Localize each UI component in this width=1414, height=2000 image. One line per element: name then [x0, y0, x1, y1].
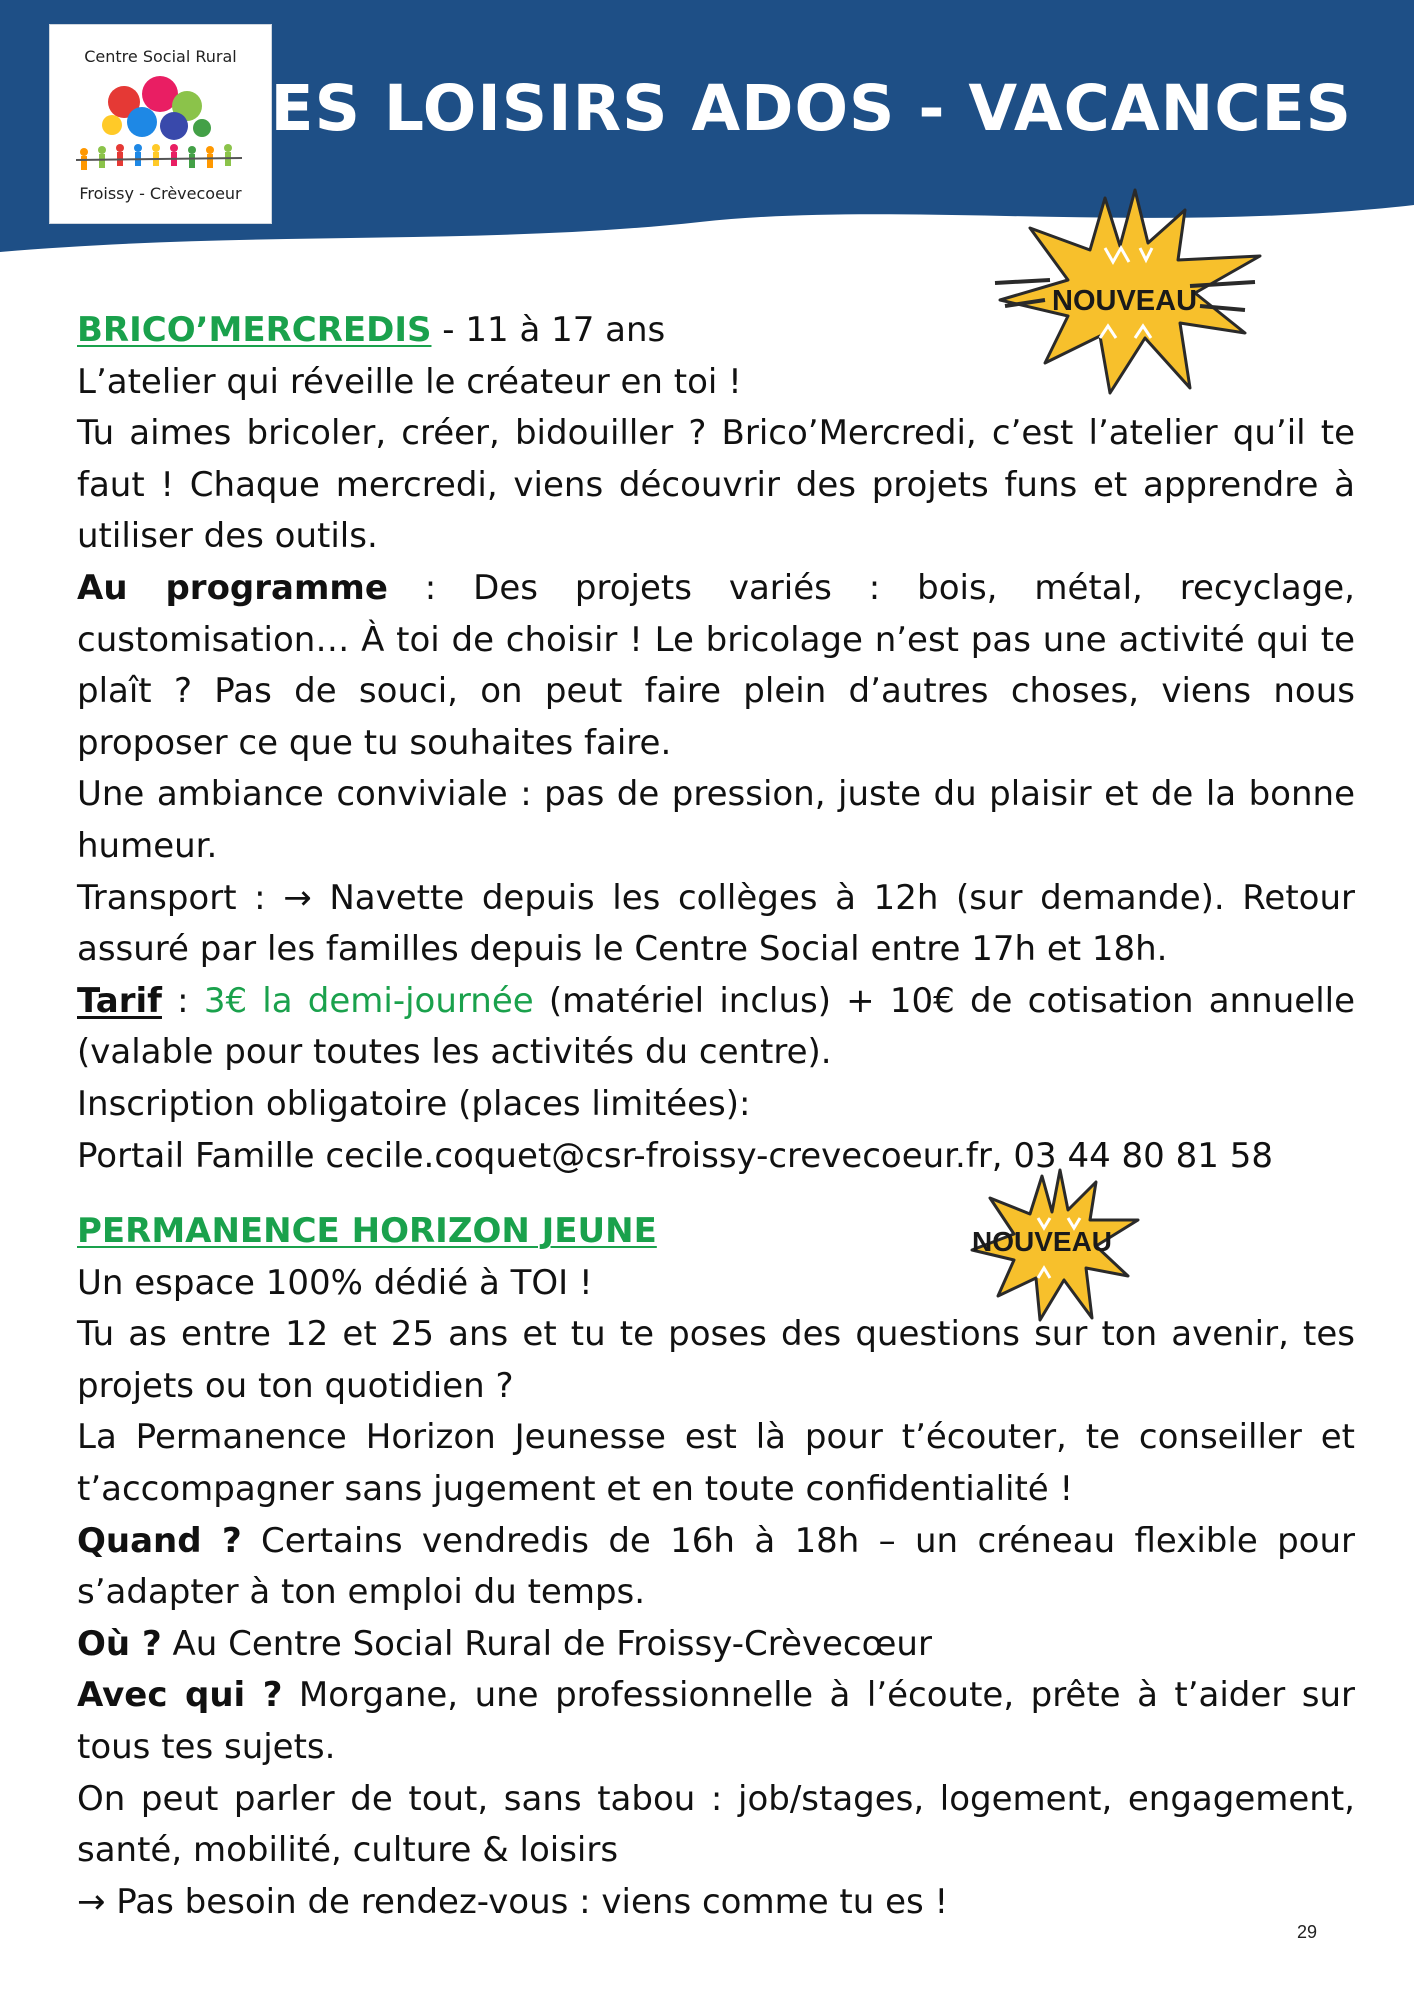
where-label: Où ?	[77, 1623, 162, 1664]
age-range: - 11 à 17 ans	[431, 310, 666, 350]
section-permanence-horizon	[77, 1206, 1355, 1928]
horizon-with-whom	[77, 1670, 1355, 1773]
new-badge-label: NOUVEAU	[972, 1226, 1113, 1257]
brico-registration: Inscription obligatoire (places limitées):	[77, 1083, 751, 1124]
when-label: Quand ?	[77, 1520, 242, 1561]
brico-contact: Portail Famille cecile.coquet@csr-froissy-crevecoeur.fr, 03 44 80 81 58	[77, 1135, 1273, 1176]
brico-heading-line	[77, 305, 1355, 357]
horizon-topics: On peut parler de tout, sans tabou : job/stages, logement, engagement, santé, mobilité, culture & loisirs	[77, 1778, 1355, 1871]
horizon-description: La Permanence Horizon Jeunesse est là pour t’écouter, te conseiller et t’accompagner sans jugement et en toute confidentialité !	[77, 1417, 1355, 1510]
with-whom-text: Morgane, une professionnelle à l’écoute, prête à t’aider sur tous tes sujets.	[77, 1675, 1356, 1768]
program-label: Au programme	[77, 567, 388, 608]
tarif-label: Tarif	[77, 980, 162, 1021]
brico-transport: Transport : → Navette depuis les collèges à 12h (sur demande). Retour assuré par les familles depuis le Centre Social entre 17h et 18h.	[77, 877, 1355, 970]
brico-intro: Tu aimes bricoler, créer, bidouiller ? Brico’Mercredi, c’est l’atelier qu’il te faut ! Chaque mercredi, viens découvrir des projets funs et apprendre à utiliser des outils.	[77, 413, 1355, 557]
section-heading: PERMANENCE HORIZON JEUNE	[77, 1211, 657, 1252]
brico-program	[77, 563, 1355, 769]
with-whom-label: Avec qui ?	[77, 1675, 283, 1716]
horizon-heading-line	[77, 1206, 1355, 1258]
where-text: Au Centre Social Rural de Froissy-Crèvecœur	[161, 1623, 932, 1664]
horizon-no-appointment: → Pas besoin de rendez-vous : viens comme tu es !	[77, 1881, 949, 1922]
page-number: 29	[1297, 1922, 1318, 1942]
tarif-price: 3€ la demi-journée	[203, 980, 534, 1021]
horizon-tagline: Un espace 100% dédié à TOI !	[77, 1262, 593, 1303]
tarif-separator: :	[161, 980, 204, 1021]
horizon-where	[77, 1619, 1355, 1671]
page-title: LES LOISIRS ADOS - VACANCES	[229, 72, 1352, 145]
brico-ambiance: Une ambiance conviviale : pas de pression, juste du plaisir et de la bonne humeur.	[77, 774, 1355, 866]
program-text: : Des projets variés : bois, métal, recyclage, customisation… À toi de choisir ! Le bricolage n’est pas une activité qui te plaît ? Pas de souci, on peut faire plein d’autres choses, viens nous proposer ce que tu souhaites faire.	[77, 567, 1355, 763]
tarif-details: (matériel inclus) + 10€ de cotisation annuelle (valable pour toutes les activités du centre).	[77, 980, 1356, 1073]
page-content	[77, 305, 1355, 1928]
when-text: Certains vendredis de 16h à 18h – un créneau flexible pour s’adapter à ton emploi du temps.	[77, 1520, 1356, 1613]
logo-bottom-text: Froissy - Crèvecoeur	[79, 184, 242, 203]
section-heading: BRICO’MERCREDIS	[77, 310, 432, 350]
brico-tarif	[77, 976, 1355, 1079]
logo-top-text: Centre Social Rural	[84, 47, 237, 66]
horizon-when	[77, 1516, 1355, 1619]
horizon-intro: Tu as entre 12 et 25 ans et tu te poses des questions sur ton avenir, tes projets ou ton quotidien ?	[77, 1314, 1355, 1406]
brico-tagline: L’atelier qui réveille le créateur en toi !	[77, 361, 742, 402]
new-badge-label: NOUVEAU	[1052, 285, 1198, 317]
section-brico-mercredis	[77, 305, 1355, 1182]
